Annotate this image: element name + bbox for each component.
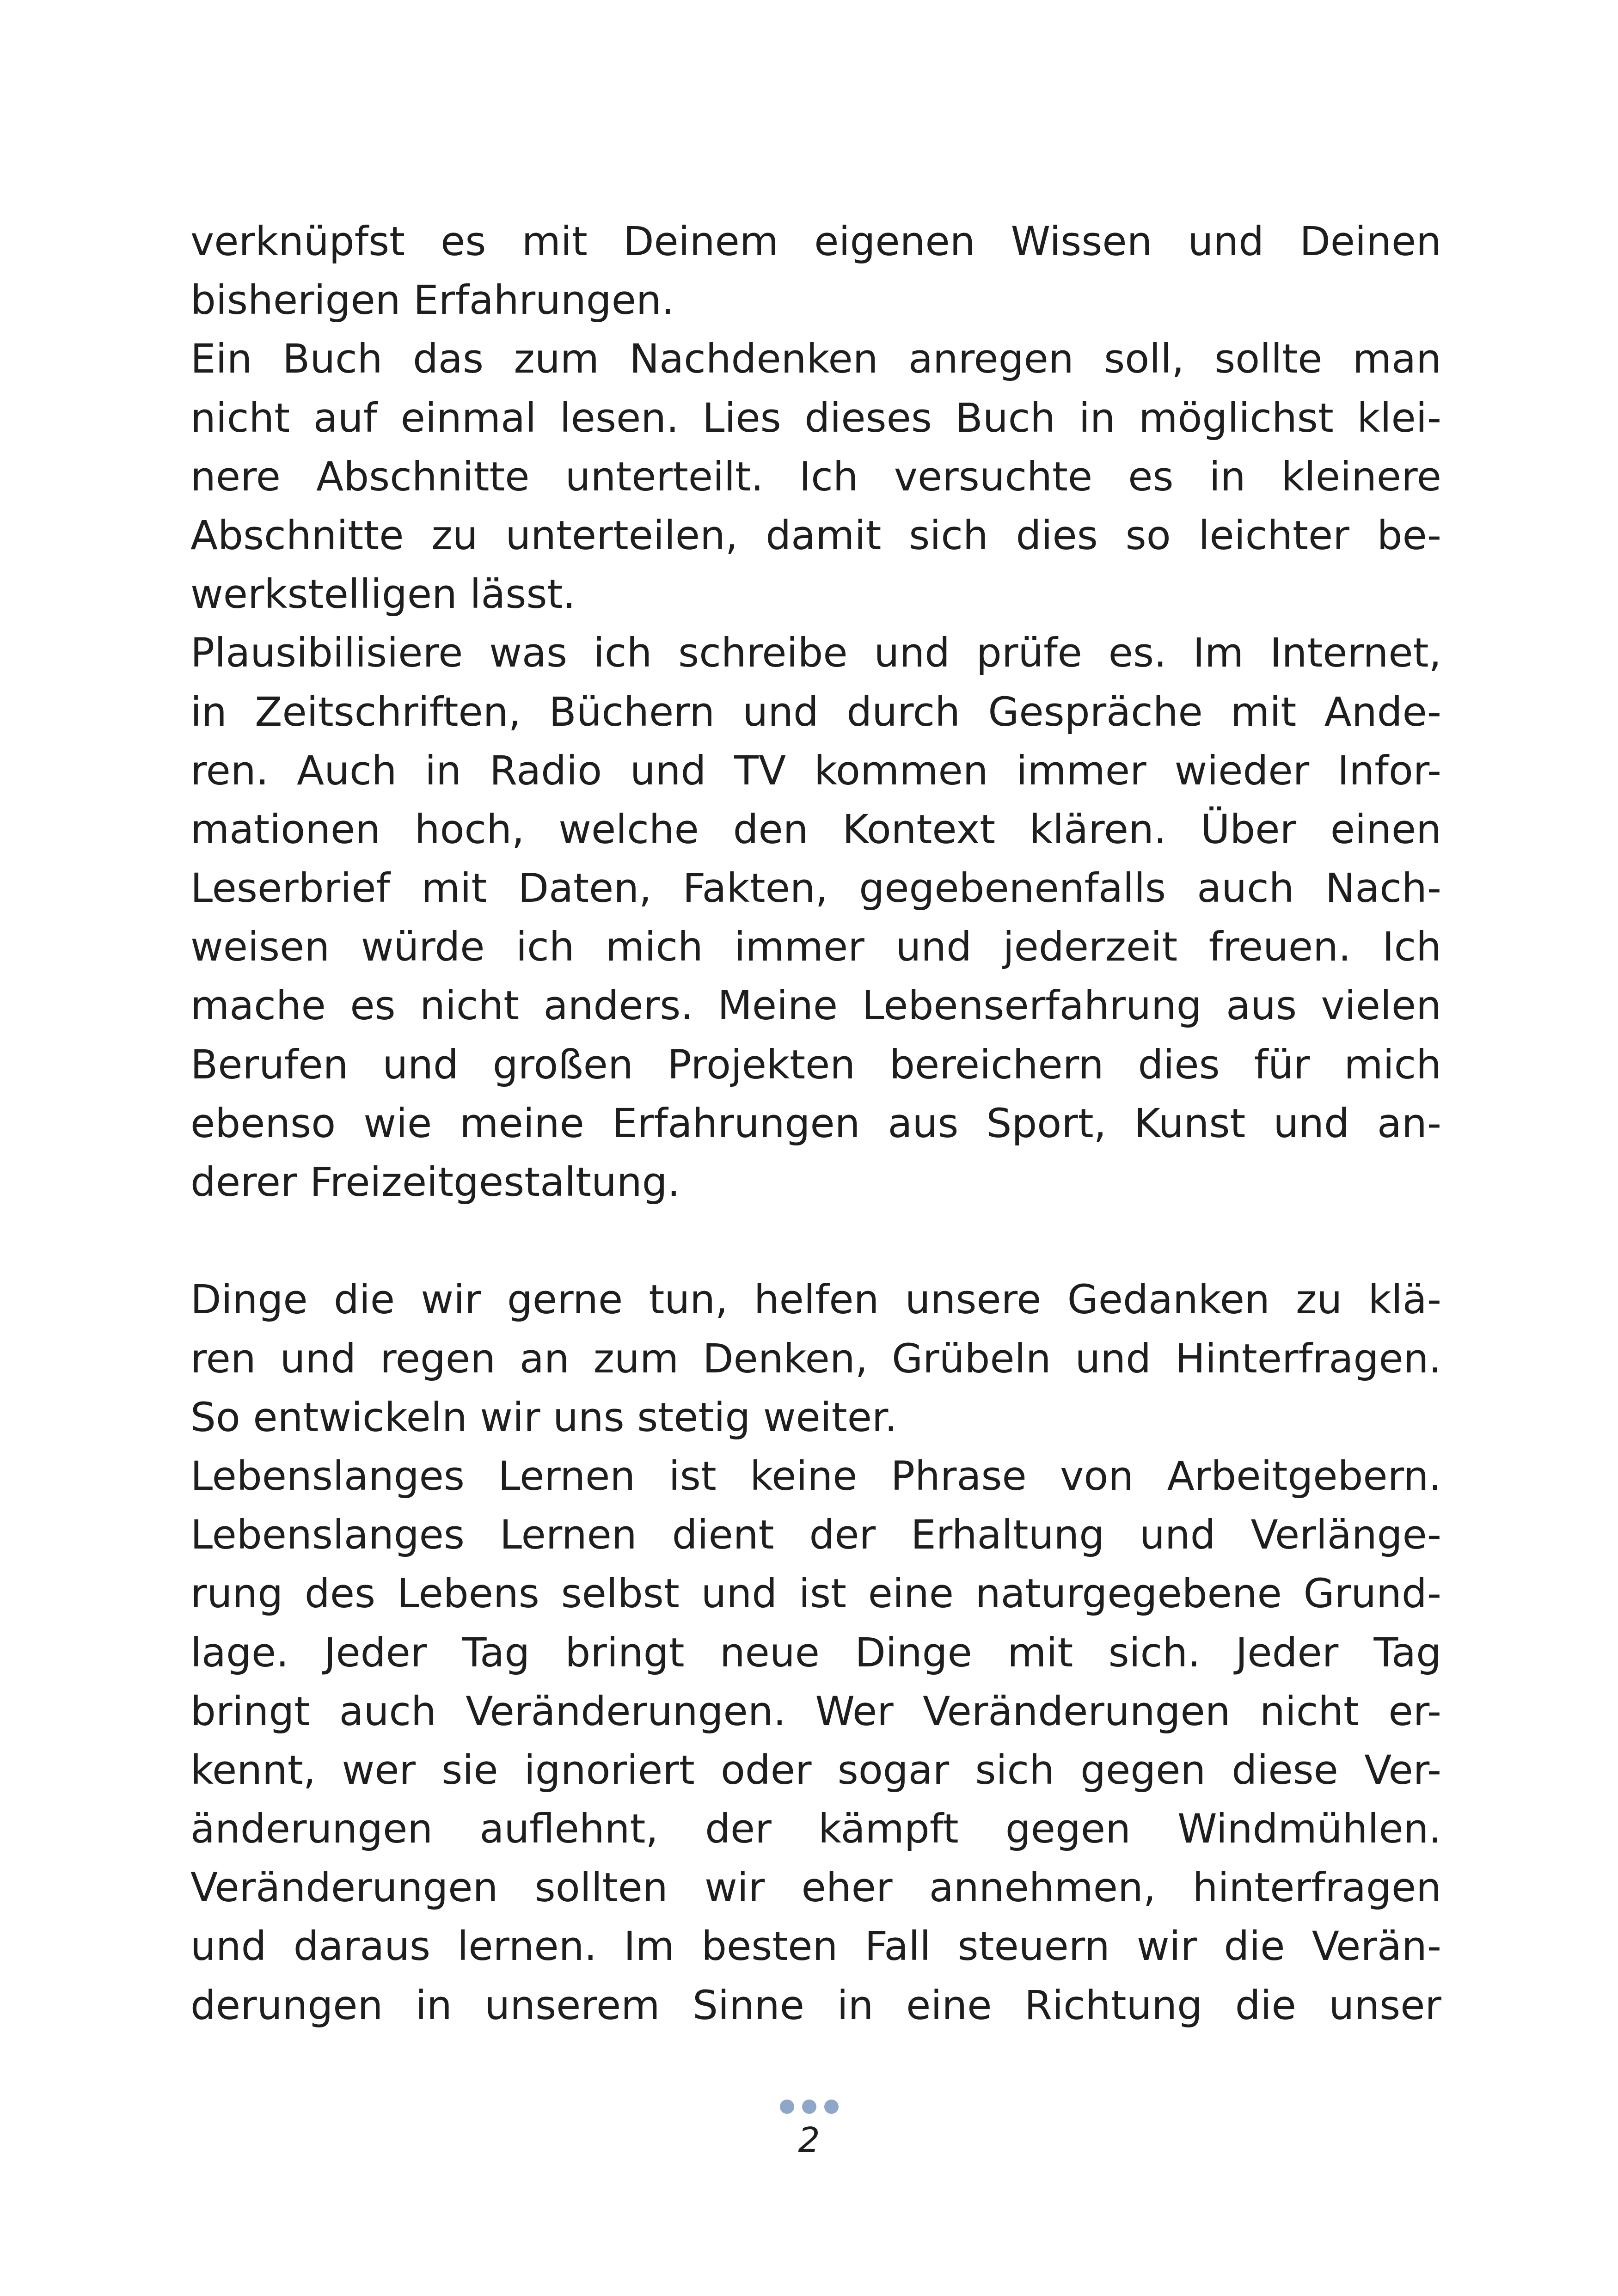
text-line: Lebenslanges Lernen dient der Erhaltung und Verlänge- <box>190 1512 1441 1559</box>
text-line: Leserbrief mit Daten, Fakten, gegebenenfalls auch Nach- <box>190 865 1441 912</box>
ornament-dot <box>802 2100 816 2114</box>
text-line: kennt, wer sie ignoriert oder sogar sich gegen diese Ver- <box>190 1747 1441 1794</box>
text-line: lage. Jeder Tag bringt neue Dinge mit sich. Jeder Tag <box>190 1629 1441 1676</box>
paragraph <box>190 1447 1441 2035</box>
text-line: mache es nicht anders. Meine Lebenserfahrung aus vielen <box>190 983 1441 1029</box>
body-text <box>190 213 1441 2062</box>
text-line: ren und regen an zum Denken, Grübeln und Hinterfragen. <box>190 1335 1441 1382</box>
text-line: Lebenslanges Lernen ist keine Phrase von Arbeitgebern. <box>190 1453 1441 1500</box>
text-line: nere Abschnitte unterteilt. Ich versuchte es in kleinere <box>190 453 1441 500</box>
text-line: Plausibilisiere was ich schreibe und prüfe es. Im Internet, <box>190 630 1441 677</box>
text-line: mationen hoch, welche den Kontext klären. Über einen <box>190 806 1441 853</box>
text-line: bringt auch Veränderungen. Wer Veränderungen nicht er- <box>190 1688 1441 1735</box>
text-line: werkstelligen lässt. <box>190 571 576 618</box>
text-line: Berufen und großen Projekten bereichern dies für mich <box>190 1041 1441 1088</box>
page-number: 2 <box>798 2120 820 2160</box>
text-line: rung des Lebens selbst und ist eine naturgegebene Grund- <box>190 1571 1441 1617</box>
text-line: Veränderungen sollten wir eher annehmen, hinterfragen <box>190 1865 1441 1911</box>
text-line: Dinge die wir gerne tun, helfen unsere Gedanken zu klä- <box>190 1277 1441 1323</box>
text-line: und daraus lernen. Im besten Fall steuern wir die Verän- <box>190 1923 1441 1970</box>
text-line: Ein Buch das zum Nachdenken anregen soll, sollte man <box>190 336 1441 383</box>
text-line: So entwickeln wir uns stetig weiter. <box>190 1394 898 1441</box>
text-line: derer Freizeitgestaltung. <box>190 1159 680 1206</box>
paragraph <box>190 1271 1441 1447</box>
text-line: derungen in unserem Sinne in eine Richtung die unser <box>190 1982 1441 2029</box>
text-line: ebenso wie meine Erfahrungen aus Sport, Kunst und an- <box>190 1100 1441 1147</box>
page-ornament-dots <box>0 2100 1618 2118</box>
paragraph-spacer <box>190 1212 1441 1271</box>
text-line: ren. Auch in Radio und TV kommen immer wieder Infor- <box>190 747 1441 794</box>
text-line: weisen würde ich mich immer und jederzeit freuen. Ich <box>190 924 1441 971</box>
text-line: verknüpfst es mit Deinem eigenen Wissen und Deinen <box>190 219 1441 265</box>
paragraph <box>190 213 1441 330</box>
text-line: Abschnitte zu unterteilen, damit sich dies so leichter be- <box>190 512 1441 559</box>
text-line: nicht auf einmal lesen. Lies dieses Buch in möglichst klei- <box>190 395 1441 441</box>
paragraph <box>190 624 1441 1212</box>
ornament-dot <box>780 2100 794 2114</box>
paragraph <box>190 330 1441 624</box>
text-line: in Zeitschriften, Büchern und durch Gespräche mit Ande- <box>190 689 1441 735</box>
ornament-dot <box>824 2100 839 2114</box>
text-line: änderungen auflehnt, der kämpft gegen Windmühlen. <box>190 1806 1441 1853</box>
text-line: bisherigen Erfahrungen. <box>190 277 674 324</box>
